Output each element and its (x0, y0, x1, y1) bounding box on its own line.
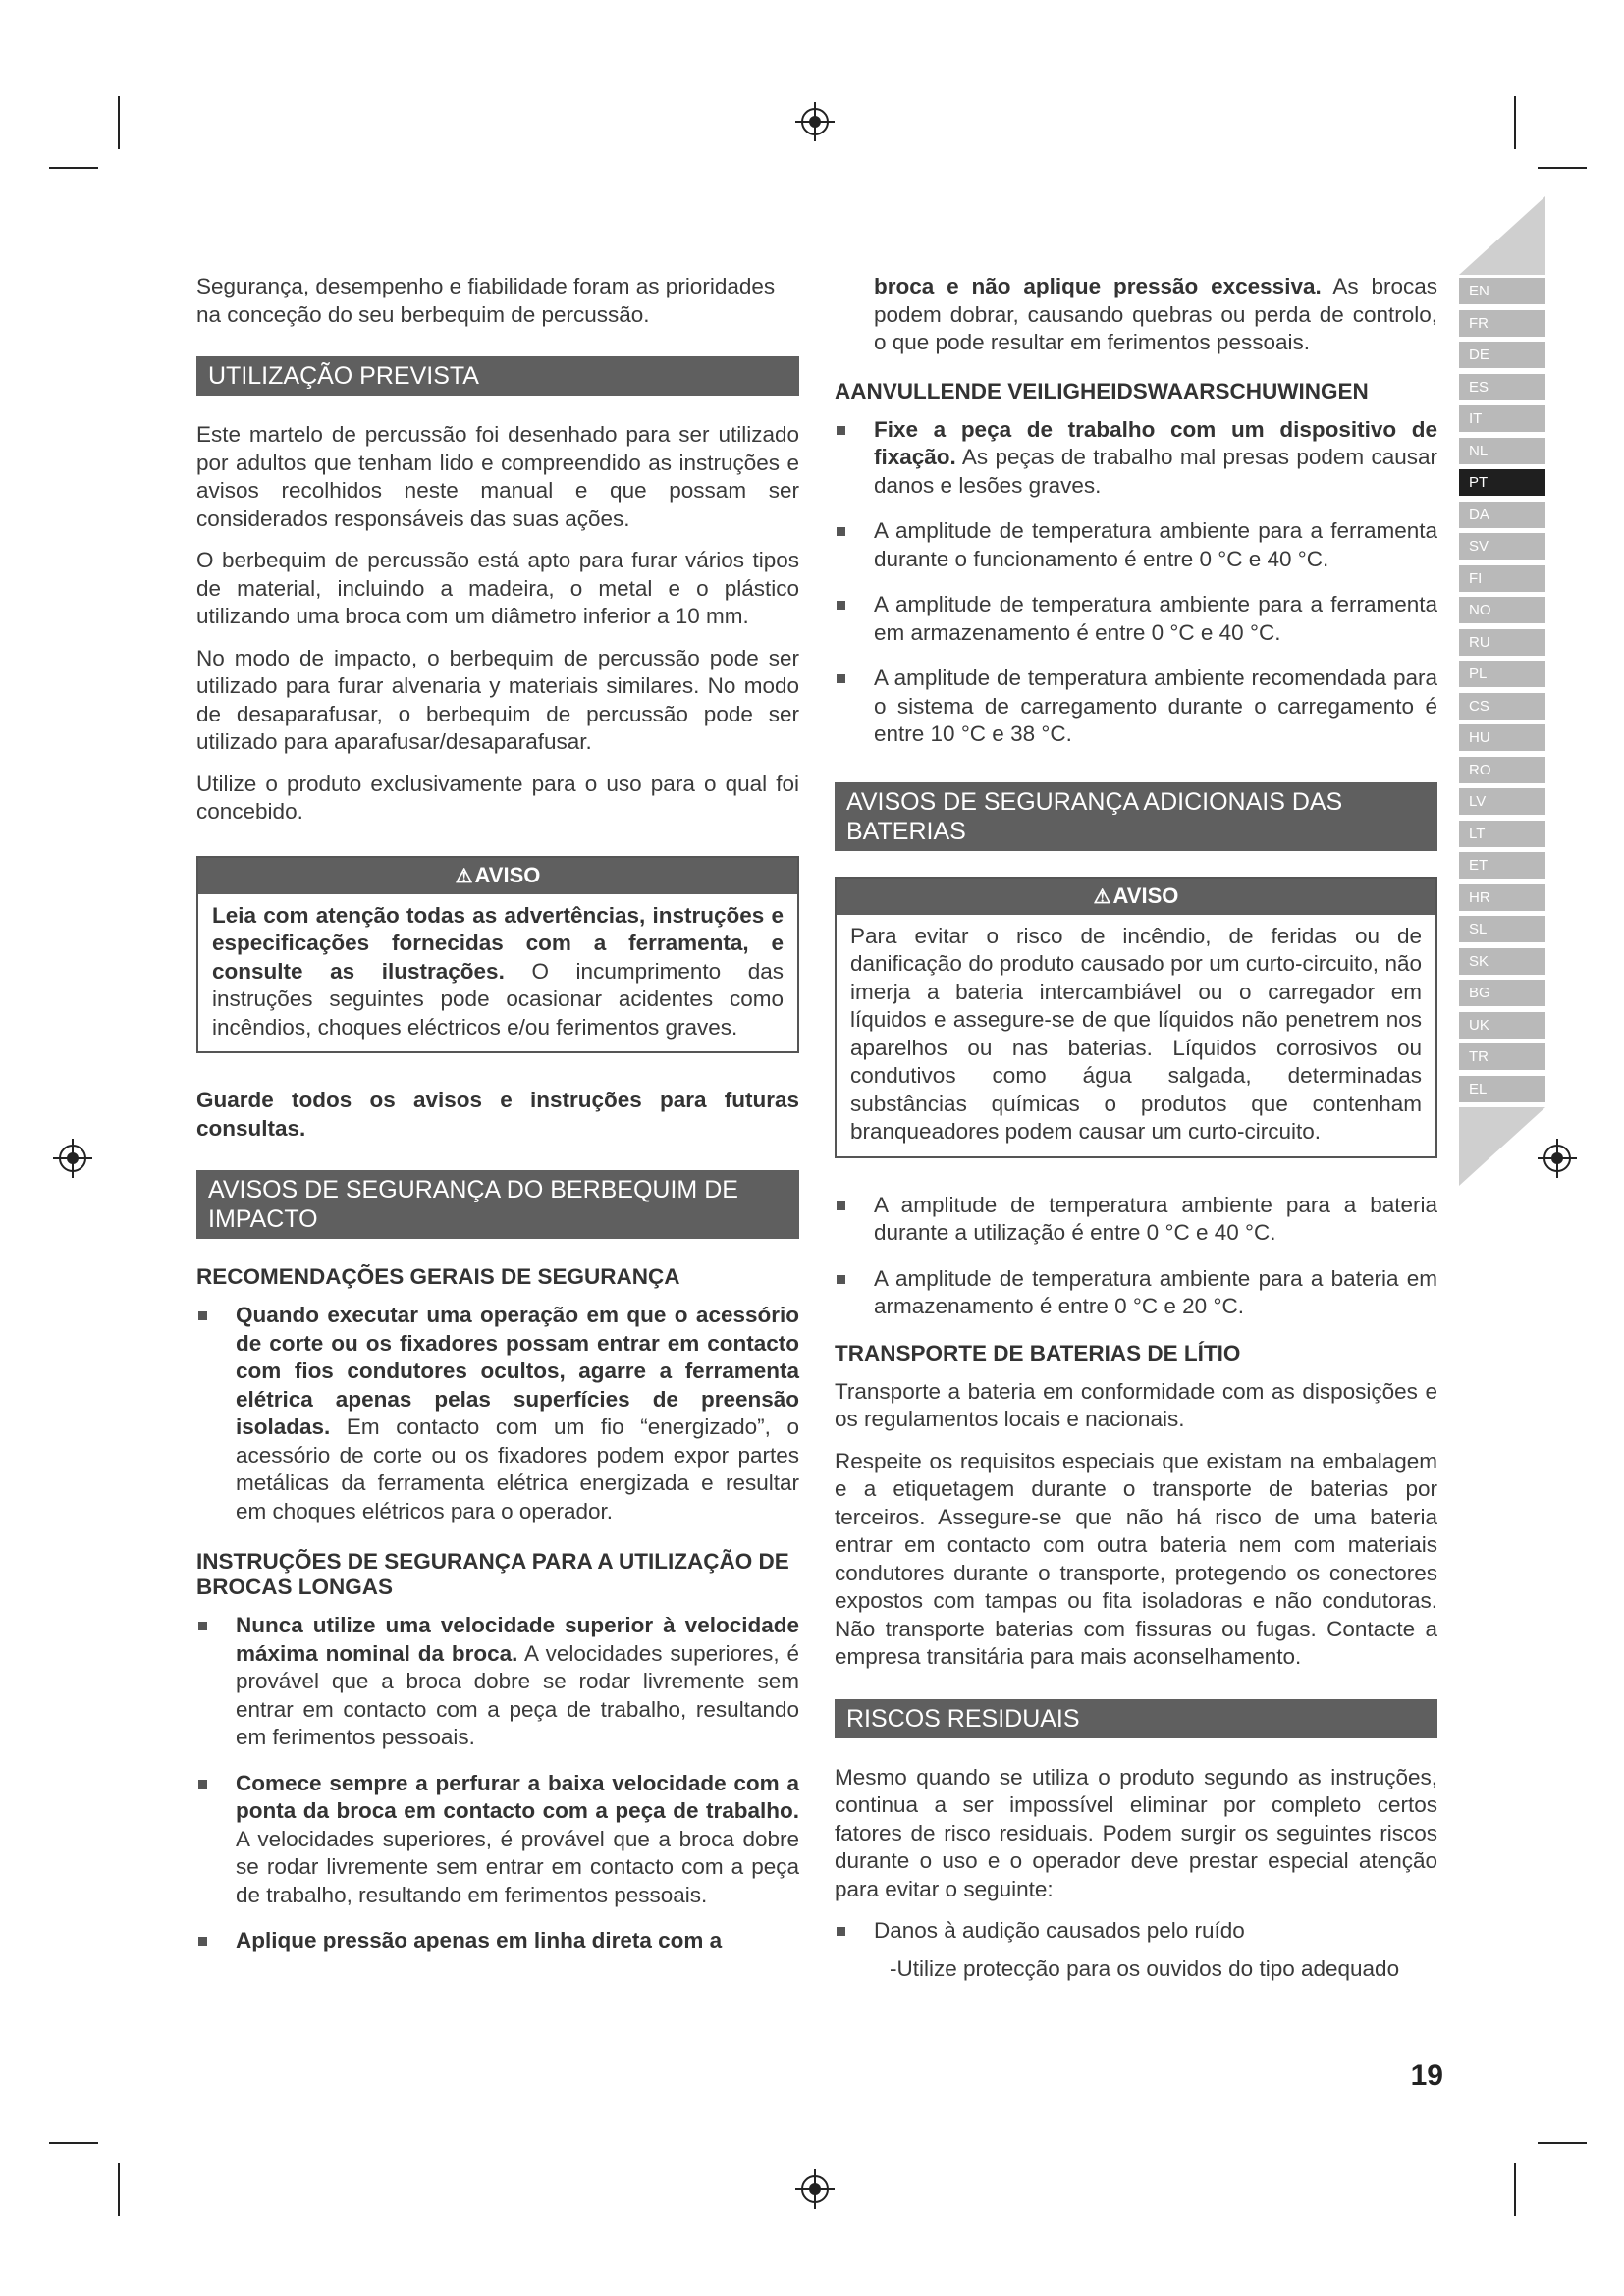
warning-box (835, 877, 1437, 1158)
language-tab-en[interactable]: EN (1459, 278, 1545, 304)
tab-decoration (1459, 196, 1545, 275)
continued-bold: broca e não aplique pressão excessiva. (874, 274, 1322, 298)
language-tabs (1459, 278, 1545, 1107)
list-item-text: A amplitude de temperatura ambiente para a bateria em armazenamento é entre 0 °C e 20 °C. (874, 1265, 1437, 1318)
section-heading-impact-drill-safety: AVISOS DE SEGURANÇA DO BERBEQUIM DE IMPACTO (196, 1170, 799, 1239)
bullet-square-icon (837, 1927, 845, 1936)
language-tab-uk[interactable]: UK (1459, 1012, 1545, 1039)
language-tab-pl[interactable]: PL (1459, 661, 1545, 687)
list-item-bold: Nunca utilize uma velocidade superior à velocidade máxima nominal da broca. (236, 1613, 799, 1666)
language-tab-ru[interactable]: RU (1459, 629, 1545, 656)
list-item-text: As peças de trabalho mal presas podem causar danos e lesões graves. (874, 445, 1437, 498)
language-tab-bg[interactable]: BG (1459, 980, 1545, 1006)
language-tab-ro[interactable]: RO (1459, 757, 1545, 783)
list-item (196, 1612, 799, 1752)
list-item (835, 665, 1437, 749)
list-item-bold: Quando executar uma operação em que o acessório de corte ou os fixadores possam entrar em contacto com fios condutores ocultos, agarre a ferramenta elétrica apenas pelas superfícies de preensão isoladas. (236, 1303, 799, 1439)
warning-title: AVISO (474, 862, 541, 887)
continued-text: As brocas podem dobrar, causando quebras ou perda de controlo, o que pode resultar em ferimentos pessoais. (874, 274, 1437, 354)
list-item-text: Danos à audição causados pelo ruído (874, 1918, 1245, 1943)
list-item (835, 1917, 1437, 1946)
list-item-text: A velocidades superiores, é provável que a broca dobre se rodar livremente sem entrar em contacto com a peça de trabalho, resultando em ferimentos pessoais. (236, 1640, 799, 1749)
list-item-text: A amplitude de temperatura ambiente para a bateria durante a utilização é entre 0 °C e 40 °C. (874, 1192, 1437, 1245)
paragraph: No modo de impacto, o berbequim de percussão pode ser utilizado para furar alvenaria y materiais similares. No modo de desaparafusar, o berbequim de percussão pode ser utilizado para aparafusar/desaparafusar. (196, 645, 799, 754)
left-column (196, 273, 799, 1973)
registration-mark-icon (51, 1137, 94, 1180)
list-item-bold: Comece sempre a perfurar a baixa velocidade com a ponta da broca em contacto com a peça de trabalho. (236, 1770, 799, 1823)
warning-box (196, 856, 799, 1054)
crop-mark (1514, 96, 1516, 149)
language-tab-nl[interactable]: NL (1459, 438, 1545, 464)
paragraph: Utilize o produto exclusivamente para o uso para o qual foi concebido. (196, 771, 799, 824)
section-heading-intended-use: UTILIZAÇÃO PREVISTA (196, 356, 799, 396)
warning-text: O incumprimento das instruções seguintes pode ocasionar acidentes como incêndios, choques eléctricos e/ou ferimentos graves. (212, 958, 784, 1040)
crop-mark (49, 2142, 98, 2144)
tab-decoration (1459, 1107, 1545, 1186)
subheading: RECOMENDAÇÕES GERAIS DE SEGURANÇA (196, 1264, 680, 1289)
crop-mark (118, 96, 120, 149)
section-heading-battery-safety: AVISOS DE SEGURANÇA ADICIONAIS DAS BATERIAS (835, 782, 1437, 851)
list-item (835, 591, 1437, 647)
warning-body: Para evitar o risco de incêndio, de feridas ou de danificação do produto causado por um curto-circuito, não imerja a bateria intercambiável ou o carregador em líquidos e assegure-se de que líquidos não penetrem nos aparelhos ou nas baterias. Líquidos corrosivos ou condutivos como água salgada, determinadas substâncias químicas o produtos que contenham branqueadores podem causar um curto-circuito. (850, 923, 1422, 1144)
list-item-text: A velocidades superiores, é provável que a broca dobre se rodar livremente sem entrar em contacto com a peça de trabalho, resultando em ferimentos pessoais. (236, 1826, 799, 1907)
crop-mark (1538, 167, 1587, 169)
right-column (835, 273, 1437, 1983)
language-tab-et[interactable]: ET (1459, 852, 1545, 879)
list-item (835, 1192, 1437, 1248)
warning-header (837, 879, 1435, 915)
list-item (835, 517, 1437, 573)
language-tab-hr[interactable]: HR (1459, 884, 1545, 911)
continued-paragraph (835, 273, 1437, 357)
intro-paragraph: Segurança, desempenho e fiabilidade foram as prioridades na conceção do seu berbequim de percussão. (196, 274, 776, 327)
warning-title: AVISO (1112, 882, 1179, 908)
keep-instructions-note: Guarde todos os avisos e instruções para futuras consultas. (196, 1088, 799, 1141)
registration-mark-icon (793, 100, 837, 143)
bullet-square-icon (837, 426, 845, 435)
language-tab-pt[interactable]: PT (1459, 469, 1545, 496)
bullet-square-icon (837, 527, 845, 536)
language-tab-it[interactable]: IT (1459, 405, 1545, 432)
crop-mark (49, 167, 98, 169)
bullet-square-icon (198, 1311, 207, 1320)
list-item-text: A amplitude de temperatura ambiente recomendada para o sistema de carregamento durante o carregamento é entre 10 °C e 38 °C. (874, 666, 1437, 746)
language-tab-lv[interactable]: LV (1459, 788, 1545, 815)
list-item (196, 1770, 799, 1910)
language-tab-hu[interactable]: HU (1459, 724, 1545, 751)
list-item-text: A amplitude de temperatura ambiente para a ferramenta em armazenamento é entre 0 °C e 40 °C. (874, 592, 1437, 645)
subheading: AANVULLENDE VEILIGHEIDSWAARSCHUWINGEN (835, 378, 1369, 403)
language-tab-es[interactable]: ES (1459, 374, 1545, 400)
warning-body (198, 894, 797, 1052)
bullet-square-icon (837, 601, 845, 610)
warning-triangle-icon: ⚠ (1093, 885, 1111, 908)
bullet-list (835, 1192, 1437, 1321)
registration-mark-icon (793, 2167, 837, 2211)
bullet-square-icon (837, 674, 845, 683)
page-number: 19 (1410, 2059, 1443, 2092)
bullet-square-icon (198, 1937, 207, 1946)
subheading: INSTRUÇÕES DE SEGURANÇA PARA A UTILIZAÇÃO DE BROCAS LONGAS (196, 1549, 789, 1599)
paragraph: Mesmo quando se utiliza o produto segundo as instruções, continua a ser impossível eliminar por completo certos fatores de risco residuais. Podem surgir os seguintes riscos durante o uso e o operador deve prestar especial atenção para evitar o seguinte: (835, 1764, 1437, 1901)
bullet-square-icon (837, 1201, 845, 1210)
bullet-list (835, 1917, 1437, 1946)
language-tab-no[interactable]: NO (1459, 597, 1545, 623)
warning-header (198, 858, 797, 894)
paragraph: Este martelo de percussão foi desenhado para ser utilizado por adultos que tenham lido e compreendido as instruções e avisos recolhidos neste manual e que possam ser considerados responsáveis das suas ações. (196, 422, 799, 531)
subheading: TRANSPORTE DE BATERIAS DE LÍTIO (835, 1340, 1241, 1365)
warning-triangle-icon: ⚠ (455, 865, 473, 887)
paragraph: Respeite os requisitos especiais que existam na embalagem e a etiquetagem durante o transporte de baterias por terceiros. Assegure-se que não há risco de uma bateria entrar em contacto com outra bateria nem com materiais condutores durante o transporte, protegendo os conectores expostos com tampas ou fita isoladoras e não condutoras. Não transporte baterias com fissuras ou fugas. Contacte a empresa transitária para mais aconselhamento. (835, 1448, 1437, 1669)
paragraph: Transporte a bateria em conformidade com as disposições e os regulamentos locais e nacionais. (835, 1378, 1437, 1431)
crop-mark (1514, 2163, 1516, 2216)
language-tab-fr[interactable]: FR (1459, 310, 1545, 337)
list-item (196, 1927, 799, 1955)
crop-mark (118, 2163, 120, 2216)
bullet-list (196, 1302, 799, 1525)
language-tab-lt[interactable]: LT (1459, 821, 1545, 847)
list-item (835, 1265, 1437, 1321)
language-tab-sl[interactable]: SL (1459, 916, 1545, 942)
list-item-bold: Fixe a peça de trabalho com um dispositivo de fixação. (874, 416, 1437, 469)
list-item (196, 1302, 799, 1525)
bullet-list (196, 1612, 799, 1955)
language-tab-tr[interactable]: TR (1459, 1043, 1545, 1070)
language-tab-sv[interactable]: SV (1459, 533, 1545, 560)
list-item (835, 416, 1437, 501)
list-item-bold: Aplique pressão apenas em linha direta com a (236, 1928, 723, 1952)
language-tab-fi[interactable]: FI (1459, 565, 1545, 592)
warning-bold-text: Leia com atenção todas as advertências, instruções e especificações fornecidas com a ferramenta, e consulte as ilustrações. (212, 902, 784, 984)
language-tab-el[interactable]: EL (1459, 1076, 1545, 1102)
language-tab-da[interactable]: DA (1459, 502, 1545, 528)
bullet-list (835, 416, 1437, 749)
bullet-square-icon (198, 1622, 207, 1630)
sub-list-item: -Utilize protecção para os ouvidos do tipo adequado (890, 1955, 1400, 1981)
language-tab-de[interactable]: DE (1459, 342, 1545, 368)
list-item-text: A amplitude de temperatura ambiente para a ferramenta durante o funcionamento é entre 0 °C e 40 °C. (874, 518, 1437, 571)
list-item-text: Em contacto com um fio “energizado”, o acessório de corte ou os fixadores podem expor partes metálicas da ferramenta elétrica energizada e resultar em choques elétricos para o operador. (236, 1415, 799, 1523)
language-tab-sk[interactable]: SK (1459, 948, 1545, 975)
bullet-square-icon (198, 1780, 207, 1789)
language-tab-cs[interactable]: CS (1459, 693, 1545, 720)
bullet-square-icon (837, 1275, 845, 1284)
crop-mark (1538, 2142, 1587, 2144)
paragraph: O berbequim de percussão está apto para furar vários tipos de material, incluindo a madeira, o metal e o plástico utilizando uma broca com um diâmetro inferior a 10 mm. (196, 548, 799, 628)
section-heading-residual-risks: RISCOS RESIDUAIS (835, 1699, 1437, 1738)
